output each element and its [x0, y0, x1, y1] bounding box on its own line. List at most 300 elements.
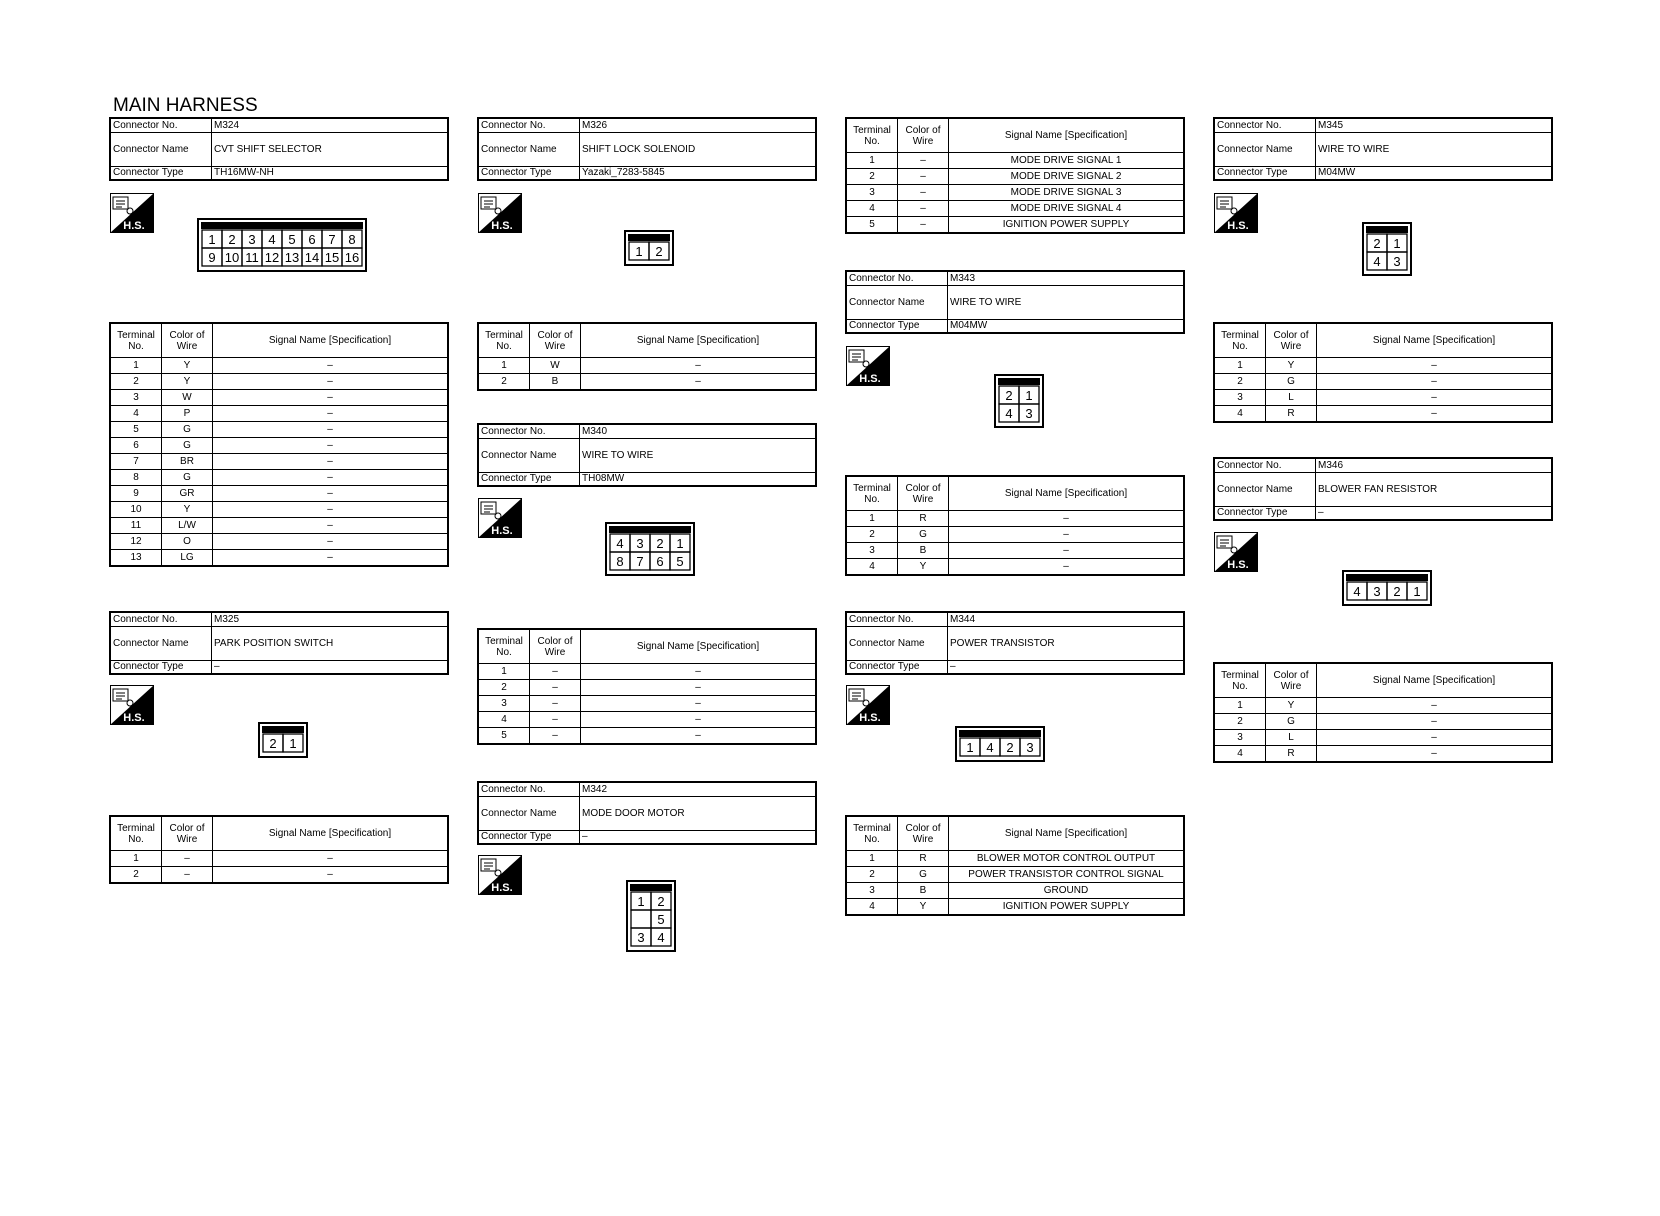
color-of-wire-header: Color of Wire [162, 323, 213, 358]
signal-name-cell: MODE DRIVE SIGNAL 3 [949, 185, 1185, 201]
table-row [478, 696, 816, 712]
pin-number: 7 [636, 554, 644, 569]
pin-number: 9 [208, 250, 216, 265]
terminal-no-cell: 4 [846, 899, 898, 916]
table-row [110, 470, 448, 486]
connector-no-value: M342 [580, 782, 817, 796]
connector-no-value: M344 [948, 612, 1185, 626]
pin-table-header [846, 816, 1184, 851]
table-row [1214, 714, 1552, 730]
hs-label: H.S. [491, 220, 513, 232]
connector-type-value: Yazaki_7283-5845 [580, 166, 817, 180]
hs-label: H.S. [491, 882, 513, 894]
hs-icon [110, 685, 154, 725]
connector-face-m326 [624, 230, 674, 271]
table-row [478, 664, 816, 680]
table-row [110, 438, 448, 454]
hs-icon [1214, 532, 1258, 572]
wire-color-cell: – [530, 712, 581, 728]
connector-face-m325 [258, 722, 308, 763]
pin-number: 1 [289, 736, 297, 751]
table-row [110, 518, 448, 534]
terminal-no-cell: 8 [110, 470, 162, 486]
connector-type-value: TH08MW [580, 472, 817, 486]
table-row [1214, 730, 1552, 746]
terminal-no-cell: 2 [1214, 374, 1266, 390]
terminal-no-header: Terminal No. [478, 629, 530, 664]
connector-info-m324 [109, 117, 449, 181]
connector-type-value: – [948, 660, 1185, 674]
terminal-no-cell: 9 [110, 486, 162, 502]
connector-face-m342 [626, 880, 676, 957]
pin-table-m324 [109, 322, 449, 567]
connector-info-m344 [845, 611, 1185, 675]
connector-no-label: Connector No. [846, 612, 948, 626]
table-row [846, 201, 1184, 217]
pin-number: 1 [1393, 236, 1401, 251]
terminal-no-cell: 12 [110, 534, 162, 550]
signal-name-header: Signal Name [Specification] [581, 629, 817, 664]
terminal-no-cell: 6 [110, 438, 162, 454]
connector-name-value: WIRE TO WIRE [948, 285, 1185, 319]
terminal-no-cell: 4 [846, 559, 898, 576]
connector-no-value: M326 [580, 118, 817, 132]
pin-table-header [478, 629, 816, 664]
signal-name-cell: – [1317, 406, 1553, 423]
table-row [846, 899, 1184, 916]
signal-name-cell: – [581, 374, 817, 391]
pin-number: 3 [1025, 406, 1033, 421]
connector-name-label: Connector Name [478, 132, 580, 166]
wire-color-cell: – [162, 851, 213, 867]
table-row [110, 502, 448, 518]
connector-type-value: TH16MW-NH [212, 166, 449, 180]
signal-name-header: Signal Name [Specification] [213, 816, 449, 851]
connector-name-label: Connector Name [846, 626, 948, 660]
signal-name-cell: IGNITION POWER SUPPLY [949, 899, 1185, 916]
signal-name-cell: – [213, 518, 449, 534]
wire-color-cell: R [1266, 406, 1317, 423]
wire-color-cell: G [1266, 374, 1317, 390]
signal-name-cell: – [213, 867, 449, 884]
table-row [478, 374, 816, 391]
wire-color-cell: G [898, 527, 949, 543]
wire-color-cell: O [162, 534, 213, 550]
pin-number: 11 [245, 250, 259, 265]
connector-face-m346 [1342, 570, 1432, 611]
connector-no-value: M325 [212, 612, 449, 626]
signal-name-cell: IGNITION POWER SUPPLY [949, 217, 1185, 234]
connector-face-m343 [994, 374, 1044, 433]
pin-number: 5 [288, 232, 296, 247]
color-of-wire-header: Color of Wire [898, 476, 949, 511]
connector-type-label: Connector Type [478, 166, 580, 180]
wire-color-cell: G [162, 470, 213, 486]
table-row [110, 358, 448, 374]
connector-no-value: M346 [1316, 458, 1553, 472]
connector-no-label: Connector No. [110, 612, 212, 626]
signal-name-cell: POWER TRANSISTOR CONTROL SIGNAL [949, 867, 1185, 883]
terminal-no-cell: 2 [478, 680, 530, 696]
terminal-no-cell: 1 [110, 851, 162, 867]
pin-number: 3 [637, 930, 645, 945]
hs-icon [1214, 193, 1258, 233]
wire-color-cell: W [162, 390, 213, 406]
hs-icon [478, 855, 522, 895]
wire-color-cell: – [898, 169, 949, 185]
color-of-wire-header: Color of Wire [1266, 663, 1317, 698]
wire-color-cell: – [898, 217, 949, 234]
table-row [478, 358, 816, 374]
terminal-no-cell: 1 [846, 511, 898, 527]
wire-color-cell: – [530, 664, 581, 680]
pin-number: 4 [1005, 406, 1013, 421]
wire-color-cell: Y [898, 899, 949, 916]
wire-color-cell: G [162, 438, 213, 454]
table-row [846, 559, 1184, 576]
pin-number: 1 [637, 894, 645, 909]
terminal-no-cell: 10 [110, 502, 162, 518]
connector-type-value: – [212, 660, 449, 674]
connector-name-label: Connector Name [478, 438, 580, 472]
table-row [1214, 746, 1552, 763]
signal-name-cell: – [581, 728, 817, 745]
signal-name-cell: – [213, 438, 449, 454]
wire-color-cell: Y [162, 502, 213, 518]
table-row [478, 680, 816, 696]
signal-name-cell: – [581, 680, 817, 696]
terminal-no-header: Terminal No. [110, 816, 162, 851]
signal-name-cell: – [581, 358, 817, 374]
color-of-wire-header: Color of Wire [898, 816, 949, 851]
wire-color-cell: – [530, 728, 581, 745]
wire-color-cell: P [162, 406, 213, 422]
color-of-wire-header: Color of Wire [530, 323, 581, 358]
signal-name-cell: – [949, 559, 1185, 576]
connector-info-m346 [1213, 457, 1553, 521]
connector-no-value: M343 [948, 271, 1185, 285]
wire-color-cell: B [898, 543, 949, 559]
connector-name-label: Connector Name [1214, 132, 1316, 166]
table-row [846, 185, 1184, 201]
color-of-wire-header: Color of Wire [1266, 323, 1317, 358]
signal-name-cell: – [581, 696, 817, 712]
pin-number: 2 [657, 894, 665, 909]
terminal-no-cell: 3 [846, 543, 898, 559]
terminal-no-header: Terminal No. [478, 323, 530, 358]
connector-no-label: Connector No. [846, 271, 948, 285]
connector-type-label: Connector Type [846, 319, 948, 333]
pin-number: 2 [1006, 740, 1014, 755]
wire-color-cell: L [1266, 730, 1317, 746]
table-row [1214, 358, 1552, 374]
terminal-no-cell: 2 [478, 374, 530, 391]
pin-number: 4 [268, 232, 276, 247]
table-row [846, 883, 1184, 899]
terminal-no-cell: 5 [478, 728, 530, 745]
signal-name-cell: – [949, 511, 1185, 527]
pin-number: 4 [616, 536, 624, 551]
hs-icon [846, 346, 890, 386]
terminal-no-header: Terminal No. [1214, 323, 1266, 358]
terminal-no-cell: 2 [110, 374, 162, 390]
connector-type-label: Connector Type [846, 660, 948, 674]
pin-table-header [1214, 323, 1552, 358]
terminal-no-cell: 3 [110, 390, 162, 406]
color-of-wire-header: Color of Wire [162, 816, 213, 851]
connector-info-m325 [109, 611, 449, 675]
table-row [110, 454, 448, 470]
signal-name-header: Signal Name [Specification] [581, 323, 817, 358]
pin-number: 15 [324, 250, 340, 265]
hs-icon [478, 193, 522, 233]
connector-info-m343 [845, 270, 1185, 334]
page-title: MAIN HARNESS [113, 95, 258, 116]
signal-name-cell: – [1317, 374, 1553, 390]
connector-no-value: M324 [212, 118, 449, 132]
terminal-no-cell: 1 [478, 358, 530, 374]
table-row [110, 867, 448, 884]
table-row [478, 728, 816, 745]
terminal-no-cell: 13 [110, 550, 162, 567]
signal-name-header: Signal Name [Specification] [1317, 663, 1553, 698]
connector-name-value: POWER TRANSISTOR [948, 626, 1185, 660]
terminal-no-header: Terminal No. [110, 323, 162, 358]
pin-number: 2 [655, 244, 663, 259]
pin-number: 5 [676, 554, 684, 569]
terminal-no-cell: 3 [846, 883, 898, 899]
connector-name-value: BLOWER FAN RESISTOR [1316, 472, 1553, 506]
pin-number: 1 [966, 740, 974, 755]
signal-name-cell: BLOWER MOTOR CONTROL OUTPUT [949, 851, 1185, 867]
table-row [478, 712, 816, 728]
table-row [846, 511, 1184, 527]
table-row [1214, 390, 1552, 406]
table-row [846, 153, 1184, 169]
hs-label: H.S. [123, 220, 145, 232]
connector-no-value: M345 [1316, 118, 1553, 132]
connector-type-value: – [1316, 506, 1553, 520]
pin-table-m325 [109, 815, 449, 884]
signal-name-cell: – [213, 422, 449, 438]
terminal-no-cell: 2 [846, 527, 898, 543]
terminal-no-cell: 2 [846, 867, 898, 883]
hs-label: H.S. [123, 712, 145, 724]
connector-no-label: Connector No. [478, 118, 580, 132]
pin-number: 6 [308, 232, 316, 247]
pin-number: 4 [1353, 584, 1361, 599]
signal-name-cell: – [213, 851, 449, 867]
wire-color-cell: L/W [162, 518, 213, 534]
signal-name-cell: – [213, 390, 449, 406]
pin-number: 2 [269, 736, 277, 751]
pin-number: 1 [1413, 584, 1421, 599]
wire-color-cell: Y [1266, 698, 1317, 714]
signal-name-cell: – [213, 470, 449, 486]
signal-name-cell: – [1317, 358, 1553, 374]
wire-color-cell: R [898, 511, 949, 527]
signal-name-cell: – [213, 502, 449, 518]
table-row [110, 406, 448, 422]
table-row [110, 390, 448, 406]
signal-name-cell: – [581, 712, 817, 728]
pin-table-header [1214, 663, 1552, 698]
connector-name-value: WIRE TO WIRE [580, 438, 817, 472]
pin-number: 5 [657, 912, 665, 927]
connector-name-value: PARK POSITION SWITCH [212, 626, 449, 660]
wire-color-cell: G [898, 867, 949, 883]
table-row [1214, 698, 1552, 714]
hs-icon [846, 685, 890, 725]
terminal-no-cell: 3 [846, 185, 898, 201]
signal-name-cell: – [581, 664, 817, 680]
connector-type-value: – [580, 830, 817, 844]
hs-label: H.S. [859, 373, 881, 385]
wire-color-cell: – [898, 201, 949, 217]
wire-color-cell: Y [162, 358, 213, 374]
pin-number: 2 [656, 536, 664, 551]
connector-name-label: Connector Name [846, 285, 948, 319]
table-row [110, 550, 448, 567]
pin-number: 1 [635, 244, 643, 259]
terminal-no-cell: 2 [1214, 714, 1266, 730]
terminal-no-cell: 1 [846, 153, 898, 169]
wire-color-cell: B [530, 374, 581, 391]
table-row [110, 851, 448, 867]
signal-name-cell: MODE DRIVE SIGNAL 4 [949, 201, 1185, 217]
signal-name-cell: – [213, 486, 449, 502]
table-row [1214, 406, 1552, 423]
wire-color-cell: R [898, 851, 949, 867]
connector-no-label: Connector No. [110, 118, 212, 132]
signal-name-cell: – [213, 534, 449, 550]
table-row [110, 374, 448, 390]
hs-icon [478, 498, 522, 538]
pin-number: 4 [1373, 254, 1381, 269]
connector-type-label: Connector Type [110, 166, 212, 180]
pin-number: 2 [228, 232, 236, 247]
pin-table-m326 [477, 322, 817, 391]
color-of-wire-header: Color of Wire [530, 629, 581, 664]
wire-color-cell: Y [162, 374, 213, 390]
signal-name-cell: – [213, 454, 449, 470]
terminal-no-header: Terminal No. [1214, 663, 1266, 698]
signal-name-header: Signal Name [Specification] [1317, 323, 1553, 358]
table-row [846, 867, 1184, 883]
connector-name-label: Connector Name [110, 626, 212, 660]
wire-color-cell: – [898, 153, 949, 169]
pin-number: 16 [344, 250, 360, 265]
pin-table-header [110, 816, 448, 851]
pin-table-m343 [845, 475, 1185, 576]
wire-color-cell: Y [898, 559, 949, 576]
pin-number: 1 [208, 232, 216, 247]
wire-color-cell: LG [162, 550, 213, 567]
table-row [110, 534, 448, 550]
connector-name-label: Connector Name [1214, 472, 1316, 506]
connector-name-label: Connector Name [478, 796, 580, 830]
connector-no-label: Connector No. [478, 782, 580, 796]
connector-face-m345 [1362, 222, 1412, 281]
signal-name-cell: – [213, 550, 449, 567]
pin-number: 2 [1005, 388, 1013, 403]
connector-name-label: Connector Name [110, 132, 212, 166]
pin-number: 3 [1026, 740, 1034, 755]
connector-info-m342 [477, 781, 817, 845]
terminal-no-cell: 3 [478, 696, 530, 712]
hs-label: H.S. [1227, 220, 1249, 232]
terminal-no-cell: 3 [1214, 730, 1266, 746]
terminal-no-header: Terminal No. [846, 118, 898, 153]
connector-no-label: Connector No. [1214, 458, 1316, 472]
wire-color-cell: L [1266, 390, 1317, 406]
connector-name-value: SHIFT LOCK SOLENOID [580, 132, 817, 166]
pin-number: 3 [636, 536, 644, 551]
connector-no-label: Connector No. [478, 424, 580, 438]
terminal-no-cell: 1 [846, 851, 898, 867]
table-row [110, 486, 448, 502]
wire-color-cell: BR [162, 454, 213, 470]
pin-number: 4 [657, 930, 665, 945]
table-row [110, 422, 448, 438]
pin-number: 1 [676, 536, 684, 551]
wire-color-cell: – [530, 680, 581, 696]
connector-type-label: Connector Type [478, 472, 580, 486]
terminal-no-cell: 2 [846, 169, 898, 185]
pin-table-m342 [845, 117, 1185, 234]
connector-type-label: Connector Type [110, 660, 212, 674]
table-row [846, 851, 1184, 867]
connector-type-value: M04MW [1316, 166, 1553, 180]
terminal-no-header: Terminal No. [846, 816, 898, 851]
pin-number: 3 [1393, 254, 1401, 269]
terminal-no-cell: 4 [1214, 746, 1266, 763]
signal-name-cell: – [1317, 730, 1553, 746]
terminal-no-cell: 4 [1214, 406, 1266, 423]
pin-number: 3 [1373, 584, 1381, 599]
connector-face-m344 [955, 726, 1045, 767]
connector-info-m340 [477, 423, 817, 487]
signal-name-cell: – [1317, 746, 1553, 763]
signal-name-header: Signal Name [Specification] [213, 323, 449, 358]
connector-name-value: MODE DOOR MOTOR [580, 796, 817, 830]
signal-name-cell: – [1317, 390, 1553, 406]
wire-color-cell: – [162, 867, 213, 884]
pin-number: 14 [304, 250, 320, 265]
pin-number: 2 [1373, 236, 1381, 251]
terminal-no-header: Terminal No. [846, 476, 898, 511]
wire-color-cell: G [1266, 714, 1317, 730]
pin-number: 7 [328, 232, 336, 247]
pin-table-m345 [1213, 322, 1553, 423]
connector-type-value: M04MW [948, 319, 1185, 333]
pin-number: 2 [1393, 584, 1401, 599]
signal-name-cell: – [213, 358, 449, 374]
terminal-no-cell: 1 [478, 664, 530, 680]
connector-name-value: CVT SHIFT SELECTOR [212, 132, 449, 166]
pin-table-m344 [845, 815, 1185, 916]
terminal-no-cell: 4 [478, 712, 530, 728]
wire-color-cell: – [898, 185, 949, 201]
terminal-no-cell: 11 [110, 518, 162, 534]
signal-name-cell: – [949, 543, 1185, 559]
pin-number: 3 [248, 232, 256, 247]
signal-name-header: Signal Name [Specification] [949, 118, 1185, 153]
color-of-wire-header: Color of Wire [898, 118, 949, 153]
signal-name-cell: MODE DRIVE SIGNAL 2 [949, 169, 1185, 185]
terminal-no-cell: 2 [110, 867, 162, 884]
pin-number: 12 [264, 250, 280, 265]
